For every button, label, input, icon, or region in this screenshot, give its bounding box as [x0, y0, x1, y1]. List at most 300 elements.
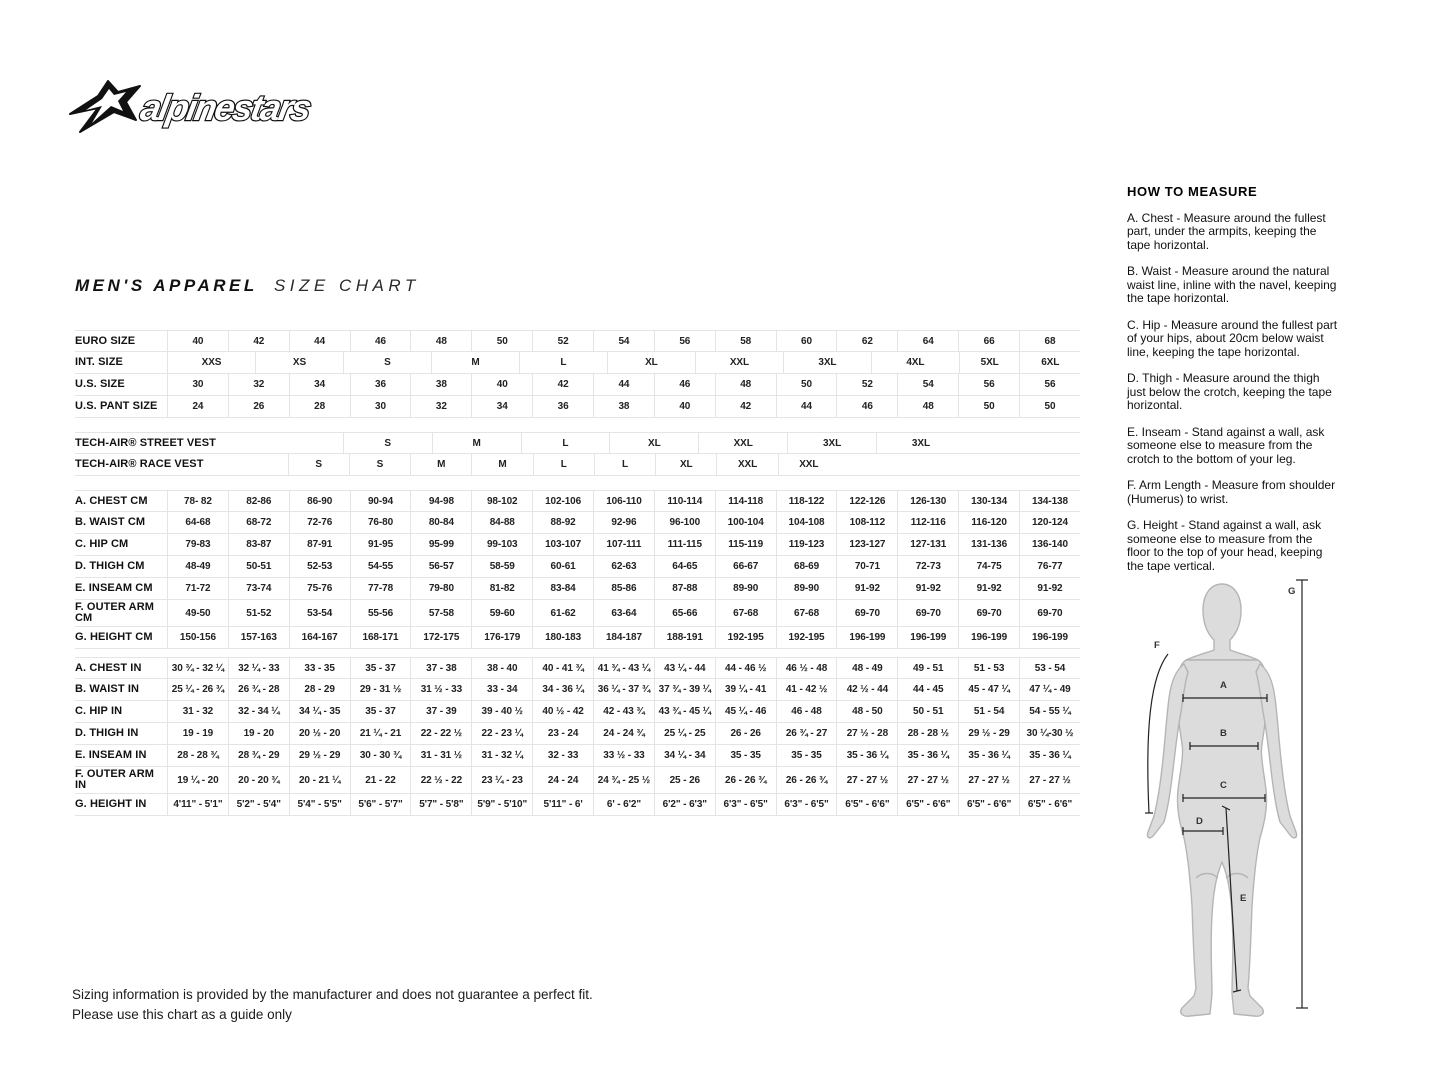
measure-instruction-hip: C. Hip - Measure around the fullest part of your hips, about 20cm below waist line, keeping the tape horizontal.	[1127, 317, 1338, 359]
value-cell: 89-90	[776, 578, 837, 599]
value-cell: 47 ¼ - 49	[1019, 679, 1080, 700]
value-cell: S	[343, 352, 431, 373]
value-cell: 87-91	[289, 534, 350, 555]
table-row	[75, 432, 1080, 454]
value-cell: 116-120	[958, 512, 1019, 533]
value-cell: 184-187	[593, 627, 654, 648]
value-cell: 192-195	[776, 627, 837, 648]
value-cell: 131-136	[958, 534, 1019, 555]
value-cell: 48 - 49	[836, 658, 897, 678]
value-cell: 34	[471, 396, 532, 417]
label-height: G	[1288, 586, 1296, 597]
value-cell: 111-115	[654, 534, 715, 555]
value-cell: 30 ¾ - 32 ¼	[167, 658, 228, 678]
value-cell: 44	[593, 374, 654, 395]
value-cell: 38	[410, 374, 471, 395]
value-cell: XXL	[716, 454, 777, 475]
value-cell: 68-69	[776, 556, 837, 577]
value-cell: 21 - 22	[350, 767, 411, 793]
value-cell: 27 - 27 ½	[897, 767, 958, 793]
value-cell: 33 - 34	[471, 679, 532, 700]
value-cell: 19 - 20	[228, 723, 289, 744]
value-cell: 68-72	[228, 512, 289, 533]
value-cell: 130-134	[958, 491, 1019, 511]
value-cell: 126-130	[897, 491, 958, 511]
value-cell: 78- 82	[167, 491, 228, 511]
row-cells	[167, 578, 1080, 599]
value-cell: 80-84	[410, 512, 471, 533]
value-cell: 92-96	[593, 512, 654, 533]
value-cell: 67-68	[776, 600, 837, 626]
value-cell: 76-80	[350, 512, 411, 533]
value-cell: 196-199	[836, 627, 897, 648]
row-label: F. OUTER ARM CM	[75, 601, 155, 624]
value-cell: 59-60	[471, 600, 532, 626]
value-cell: 20 ½ - 20	[289, 723, 350, 744]
table-row	[75, 512, 1080, 534]
value-cell: 37 - 38	[410, 658, 471, 678]
value-cell: 64	[897, 331, 958, 351]
value-cell: 6'5" - 6'6"	[897, 794, 958, 815]
value-cell: 36	[350, 374, 411, 395]
value-cell: 26 - 26 ¾	[715, 767, 776, 793]
value-cell: 6XL	[1019, 352, 1080, 373]
row-cells	[167, 767, 1080, 793]
value-cell: 35 - 36 ¼	[1019, 745, 1080, 766]
value-cell: 85-86	[593, 578, 654, 599]
row-label: U.S. PANT SIZE	[75, 400, 158, 412]
table-group-sizes	[75, 330, 1080, 418]
row-cells	[167, 491, 1080, 511]
table-row	[75, 454, 1080, 476]
value-cell: 5'9" - 5'10"	[471, 794, 532, 815]
value-cell: 69-70	[836, 600, 897, 626]
label-waist: B	[1220, 728, 1227, 739]
value-cell: 54	[897, 374, 958, 395]
value-cell: 6'5" - 6'6"	[1019, 794, 1080, 815]
value-cell: 38 - 40	[471, 658, 532, 678]
value-cell: 42	[532, 374, 593, 395]
value-cell: 43 ¼ - 44	[654, 658, 715, 678]
alpinestars-logo	[68, 80, 328, 134]
value-cell: 127-131	[897, 534, 958, 555]
value-cell: 52-53	[289, 556, 350, 577]
value-cell: 51 - 53	[958, 658, 1019, 678]
value-cell: 110-114	[654, 491, 715, 511]
row-label: A. CHEST CM	[75, 494, 148, 507]
value-cell: 31 ½ - 33	[410, 679, 471, 700]
value-cell: L	[519, 352, 607, 373]
value-cell: 28 - 28 ½	[897, 723, 958, 744]
svg-text:alpinestars: alpinestars	[137, 87, 313, 128]
value-cell: 32 - 34 ¼	[228, 701, 289, 722]
value-cell: 37 ¾ - 39 ¼	[654, 679, 715, 700]
empty-cell	[167, 454, 288, 475]
value-cell: 64-68	[167, 512, 228, 533]
value-cell: 67-68	[715, 600, 776, 626]
row-cells	[167, 627, 1080, 648]
value-cell: 31 - 32	[167, 701, 228, 722]
value-cell: 56-57	[410, 556, 471, 577]
value-cell: 22 - 23 ¼	[471, 723, 532, 744]
value-cell: 112-116	[897, 512, 958, 533]
row-label: B. WAIST IN	[75, 683, 140, 695]
value-cell: 34 ¼ - 34	[654, 745, 715, 766]
value-cell: 35 - 36 ¼	[958, 745, 1019, 766]
row-cells	[167, 331, 1080, 351]
value-cell: 35 - 37	[350, 701, 411, 722]
measure-instruction-waist: B. Waist - Measure around the natural waist line, inline with the navel, keeping the tape horizontal.	[1127, 264, 1337, 305]
value-cell: 33 ½ - 33	[593, 745, 654, 766]
value-cell: 36	[532, 396, 593, 417]
value-cell: 51 - 54	[958, 701, 1019, 722]
table-row	[75, 330, 1080, 352]
value-cell: 108-112	[836, 512, 897, 533]
row-cells	[167, 745, 1080, 766]
value-cell: 118-122	[776, 491, 837, 511]
value-cell: 64-65	[654, 556, 715, 577]
value-cell: 49-50	[167, 600, 228, 626]
alpinestars-wordmark	[138, 87, 314, 128]
value-cell: 69-70	[897, 600, 958, 626]
row-label: TECH-AIR® RACE VEST	[75, 458, 204, 470]
value-cell: 91-92	[1019, 578, 1080, 599]
value-cell: 98-102	[471, 491, 532, 511]
table-row	[75, 534, 1080, 556]
value-cell: 6'2" - 6'3"	[654, 794, 715, 815]
value-cell: 176-179	[471, 627, 532, 648]
label-thigh: D	[1196, 816, 1203, 827]
value-cell: 25 ¼ - 25	[654, 723, 715, 744]
table-row	[75, 794, 1080, 816]
row-cells	[167, 658, 1080, 678]
label-chest: A	[1220, 680, 1227, 691]
value-cell: 40	[167, 331, 228, 351]
value-cell: 82-86	[228, 491, 289, 511]
measure-instruction-thigh: D. Thigh - Measure around the thigh just below the crotch, keeping the tape horizontal.	[1127, 371, 1332, 412]
value-cell: S	[349, 454, 410, 475]
measure-instruction-chest: A. Chest - Measure around the fullest part, under the armpits, keeping the tape horizontal.	[1127, 210, 1326, 252]
value-cell: 6'3" - 6'5"	[776, 794, 837, 815]
value-cell: 58	[715, 331, 776, 351]
row-cells	[167, 352, 1080, 373]
value-cell: 35 - 35	[776, 745, 837, 766]
value-cell: 26 - 26	[715, 723, 776, 744]
how-to-measure-panel	[1127, 185, 1339, 586]
value-cell: 45 ¼ - 46	[715, 701, 776, 722]
value-cell: 115-119	[715, 534, 776, 555]
value-cell: S	[343, 433, 432, 453]
value-cell: 79-80	[410, 578, 471, 599]
row-cells	[167, 512, 1080, 533]
value-cell: 36 ¼ - 37 ¾	[593, 679, 654, 700]
value-cell: 32	[228, 374, 289, 395]
value-cell: 103-107	[532, 534, 593, 555]
table-row	[75, 578, 1080, 600]
value-cell: XXL	[778, 454, 839, 475]
value-cell: 29 ½ - 29	[289, 745, 350, 766]
value-cell: 114-118	[715, 491, 776, 511]
value-cell: 79-83	[167, 534, 228, 555]
value-cell: M	[431, 352, 519, 373]
value-cell: 26 ¾ - 28	[228, 679, 289, 700]
value-cell: 69-70	[1019, 600, 1080, 626]
value-cell: 74-75	[958, 556, 1019, 577]
value-cell: 42 ½ - 44	[836, 679, 897, 700]
value-cell: 91-92	[836, 578, 897, 599]
value-cell: 60	[776, 331, 837, 351]
row-label: F. OUTER ARM IN	[75, 768, 155, 791]
value-cell: 5'2" - 5'4"	[228, 794, 289, 815]
value-cell: 46	[654, 374, 715, 395]
value-cell: 60-61	[532, 556, 593, 577]
value-cell: 35 - 37	[350, 658, 411, 678]
value-cell: 6'5" - 6'6"	[836, 794, 897, 815]
value-cell: 99-103	[471, 534, 532, 555]
value-cell: 122-126	[836, 491, 897, 511]
value-cell: 23 ¼ - 23	[471, 767, 532, 793]
value-cell: 70-71	[836, 556, 897, 577]
table-row	[75, 396, 1080, 418]
value-cell: 4XL	[871, 352, 959, 373]
how-to-measure-title: HOW TO MEASURE	[1127, 184, 1258, 199]
value-cell: 46	[836, 396, 897, 417]
value-cell: 5'6" - 5'7"	[350, 794, 411, 815]
table-row	[75, 600, 1080, 627]
value-cell: 27 - 27 ½	[1019, 767, 1080, 793]
row-label: U.S. SIZE	[75, 378, 125, 390]
value-cell: 46 ½ - 48	[776, 658, 837, 678]
value-cell: 38	[593, 396, 654, 417]
value-cell: M	[410, 454, 471, 475]
value-cell: 44	[289, 331, 350, 351]
value-cell: XL	[655, 454, 716, 475]
value-cell: 23 - 24	[532, 723, 593, 744]
value-cell: 180-183	[532, 627, 593, 648]
value-cell: 29 ½ - 29	[958, 723, 1019, 744]
page-title-main: MEN'S APPAREL	[75, 276, 258, 295]
value-cell: XS	[255, 352, 343, 373]
body-measurement-diagram	[1138, 576, 1318, 1021]
value-cell: 28 ¾ - 29	[228, 745, 289, 766]
value-cell: 24 - 24 ¾	[593, 723, 654, 744]
value-cell: 44 - 45	[897, 679, 958, 700]
value-cell: L	[533, 454, 594, 475]
label-arm: F	[1154, 640, 1160, 651]
value-cell: 31 - 31 ½	[410, 745, 471, 766]
table-group-techair	[75, 432, 1080, 476]
value-cell: 50 - 51	[897, 701, 958, 722]
value-cell: 72-73	[897, 556, 958, 577]
value-cell: 81-82	[471, 578, 532, 599]
value-cell: 30 ¼-30 ½	[1019, 723, 1080, 744]
value-cell: 39 - 40 ½	[471, 701, 532, 722]
value-cell: 63-64	[593, 600, 654, 626]
value-cell: 56	[958, 374, 1019, 395]
row-label: EURO SIZE	[75, 334, 136, 347]
value-cell: 24 - 24	[532, 767, 593, 793]
value-cell: 51-52	[228, 600, 289, 626]
value-cell: 27 ½ - 28	[836, 723, 897, 744]
measure-instruction-height: G. Height - Stand against a wall, ask someone else to measure from the floor to the top of your head, keeping the tape vertical.	[1127, 518, 1323, 573]
footer-disclaimer	[72, 985, 593, 1026]
value-cell: 75-76	[289, 578, 350, 599]
row-label: C. HIP CM	[75, 538, 129, 550]
value-cell: L	[521, 433, 610, 453]
value-cell: 106-110	[593, 491, 654, 511]
row-label: E. INSEAM IN	[75, 749, 147, 761]
row-cells	[167, 723, 1080, 744]
value-cell: 104-108	[776, 512, 837, 533]
value-cell: 26 ¾ - 27	[776, 723, 837, 744]
disclaimer-line-1: Sizing information is provided by the manufacturer and does not guarantee a perfect fit.	[72, 987, 593, 1002]
table-row	[75, 374, 1080, 396]
value-cell: 102-106	[532, 491, 593, 511]
measure-instruction-inseam: E. Inseam - Stand against a wall, ask someone else to measure from the crotch to the bottom of your leg.	[1127, 424, 1325, 466]
value-cell: 30 - 30 ¾	[350, 745, 411, 766]
table-row	[75, 556, 1080, 578]
value-cell: 42	[715, 396, 776, 417]
row-label: D. THIGH CM	[75, 560, 145, 572]
value-cell: 56	[654, 331, 715, 351]
value-cell: 134-138	[1019, 491, 1080, 511]
empty-cell	[167, 433, 343, 453]
value-cell: 61-62	[532, 600, 593, 626]
value-cell: 31 - 32 ¼	[471, 745, 532, 766]
value-cell: 150-156	[167, 627, 228, 648]
value-cell: 89-90	[715, 578, 776, 599]
value-cell: 48	[715, 374, 776, 395]
value-cell: 62-63	[593, 556, 654, 577]
value-cell: 84-88	[471, 512, 532, 533]
value-cell: 28 - 29	[289, 679, 350, 700]
body-figure	[1147, 584, 1296, 1016]
page-title-sub: SIZE CHART	[273, 276, 420, 295]
value-cell: 28 - 28 ¾	[167, 745, 228, 766]
page-title	[75, 276, 420, 296]
value-cell: 50	[471, 331, 532, 351]
value-cell: 40	[654, 396, 715, 417]
row-label: D. THIGH IN	[75, 727, 139, 739]
value-cell: 32 ¼ - 33	[228, 658, 289, 678]
value-cell: 48	[410, 331, 471, 351]
value-cell: 35 - 35	[715, 745, 776, 766]
table-group-in	[75, 657, 1080, 816]
value-cell: 34 - 36 ¼	[532, 679, 593, 700]
row-cells	[167, 794, 1080, 815]
value-cell: 87-88	[654, 578, 715, 599]
table-row	[75, 745, 1080, 767]
value-cell: 24 ¾ - 25 ½	[593, 767, 654, 793]
value-cell: 52	[836, 374, 897, 395]
value-cell: 3XL	[876, 433, 965, 453]
table-row	[75, 701, 1080, 723]
row-label: E. INSEAM CM	[75, 582, 153, 594]
table-row	[75, 767, 1080, 794]
value-cell: 164-167	[289, 627, 350, 648]
value-cell: 40 ½ - 42	[532, 701, 593, 722]
row-label: TECH-AIR® STREET VEST	[75, 436, 216, 449]
row-cells	[167, 454, 1080, 475]
astar-icon	[70, 81, 140, 132]
value-cell: 42 - 43 ¾	[593, 701, 654, 722]
value-cell: 6' - 6'2"	[593, 794, 654, 815]
value-cell: XXL	[695, 352, 783, 373]
value-cell: 30	[167, 374, 228, 395]
row-cells	[167, 433, 1080, 453]
value-cell: 33 - 35	[289, 658, 350, 678]
row-label: A. CHEST IN	[75, 661, 142, 674]
value-cell: 65-66	[654, 600, 715, 626]
value-cell: 3XL	[783, 352, 871, 373]
value-cell: 91-92	[897, 578, 958, 599]
value-cell: 90-94	[350, 491, 411, 511]
row-label: B. WAIST CM	[75, 516, 146, 528]
value-cell: 100-104	[715, 512, 776, 533]
value-cell: M	[432, 433, 521, 453]
table-row	[75, 657, 1080, 679]
row-label: G. HEIGHT CM	[75, 631, 153, 643]
value-cell: 48	[897, 396, 958, 417]
row-cells	[167, 374, 1080, 395]
value-cell: 39 ¼ - 41	[715, 679, 776, 700]
row-cells	[167, 396, 1080, 417]
value-cell: 29 - 31 ½	[350, 679, 411, 700]
value-cell: M	[471, 454, 532, 475]
value-cell: 83-84	[532, 578, 593, 599]
value-cell: 35 - 36 ¼	[836, 745, 897, 766]
value-cell: 53 - 54	[1019, 658, 1080, 678]
row-cells	[167, 534, 1080, 555]
value-cell: 20 - 21 ¼	[289, 767, 350, 793]
value-cell: 107-111	[593, 534, 654, 555]
row-cells	[167, 600, 1080, 626]
value-cell: 43 ¾ - 45 ¼	[654, 701, 715, 722]
value-cell: 86-90	[289, 491, 350, 511]
value-cell: 96-100	[654, 512, 715, 533]
value-cell: 22 ½ - 22	[410, 767, 471, 793]
value-cell: 119-123	[776, 534, 837, 555]
value-cell: 69-70	[958, 600, 1019, 626]
value-cell: 28	[289, 396, 350, 417]
value-cell: 91-95	[350, 534, 411, 555]
value-cell: 50	[958, 396, 1019, 417]
row-cells	[167, 679, 1080, 700]
value-cell: S	[288, 454, 349, 475]
value-cell: 22 - 22 ½	[410, 723, 471, 744]
value-cell: 4'11" - 5'1"	[167, 794, 228, 815]
value-cell: 25 - 26	[654, 767, 715, 793]
size-table	[75, 330, 1080, 816]
value-cell: 57-58	[410, 600, 471, 626]
value-cell: 40 - 41 ¾	[532, 658, 593, 678]
value-cell: 58-59	[471, 556, 532, 577]
value-cell: 192-195	[715, 627, 776, 648]
value-cell: 19 ¼ - 20	[167, 767, 228, 793]
disclaimer-line-2: Please use this chart as a guide only	[72, 1007, 292, 1023]
value-cell: 45 - 47 ¼	[958, 679, 1019, 700]
value-cell: 157-163	[228, 627, 289, 648]
value-cell: 34	[289, 374, 350, 395]
value-cell: 196-199	[958, 627, 1019, 648]
row-cells	[167, 701, 1080, 722]
value-cell: 46	[350, 331, 411, 351]
value-cell: XL	[609, 433, 698, 453]
table-row	[75, 352, 1080, 374]
value-cell: 19 - 19	[167, 723, 228, 744]
alpinestars-logo-graphic	[68, 80, 328, 134]
value-cell: XL	[607, 352, 695, 373]
